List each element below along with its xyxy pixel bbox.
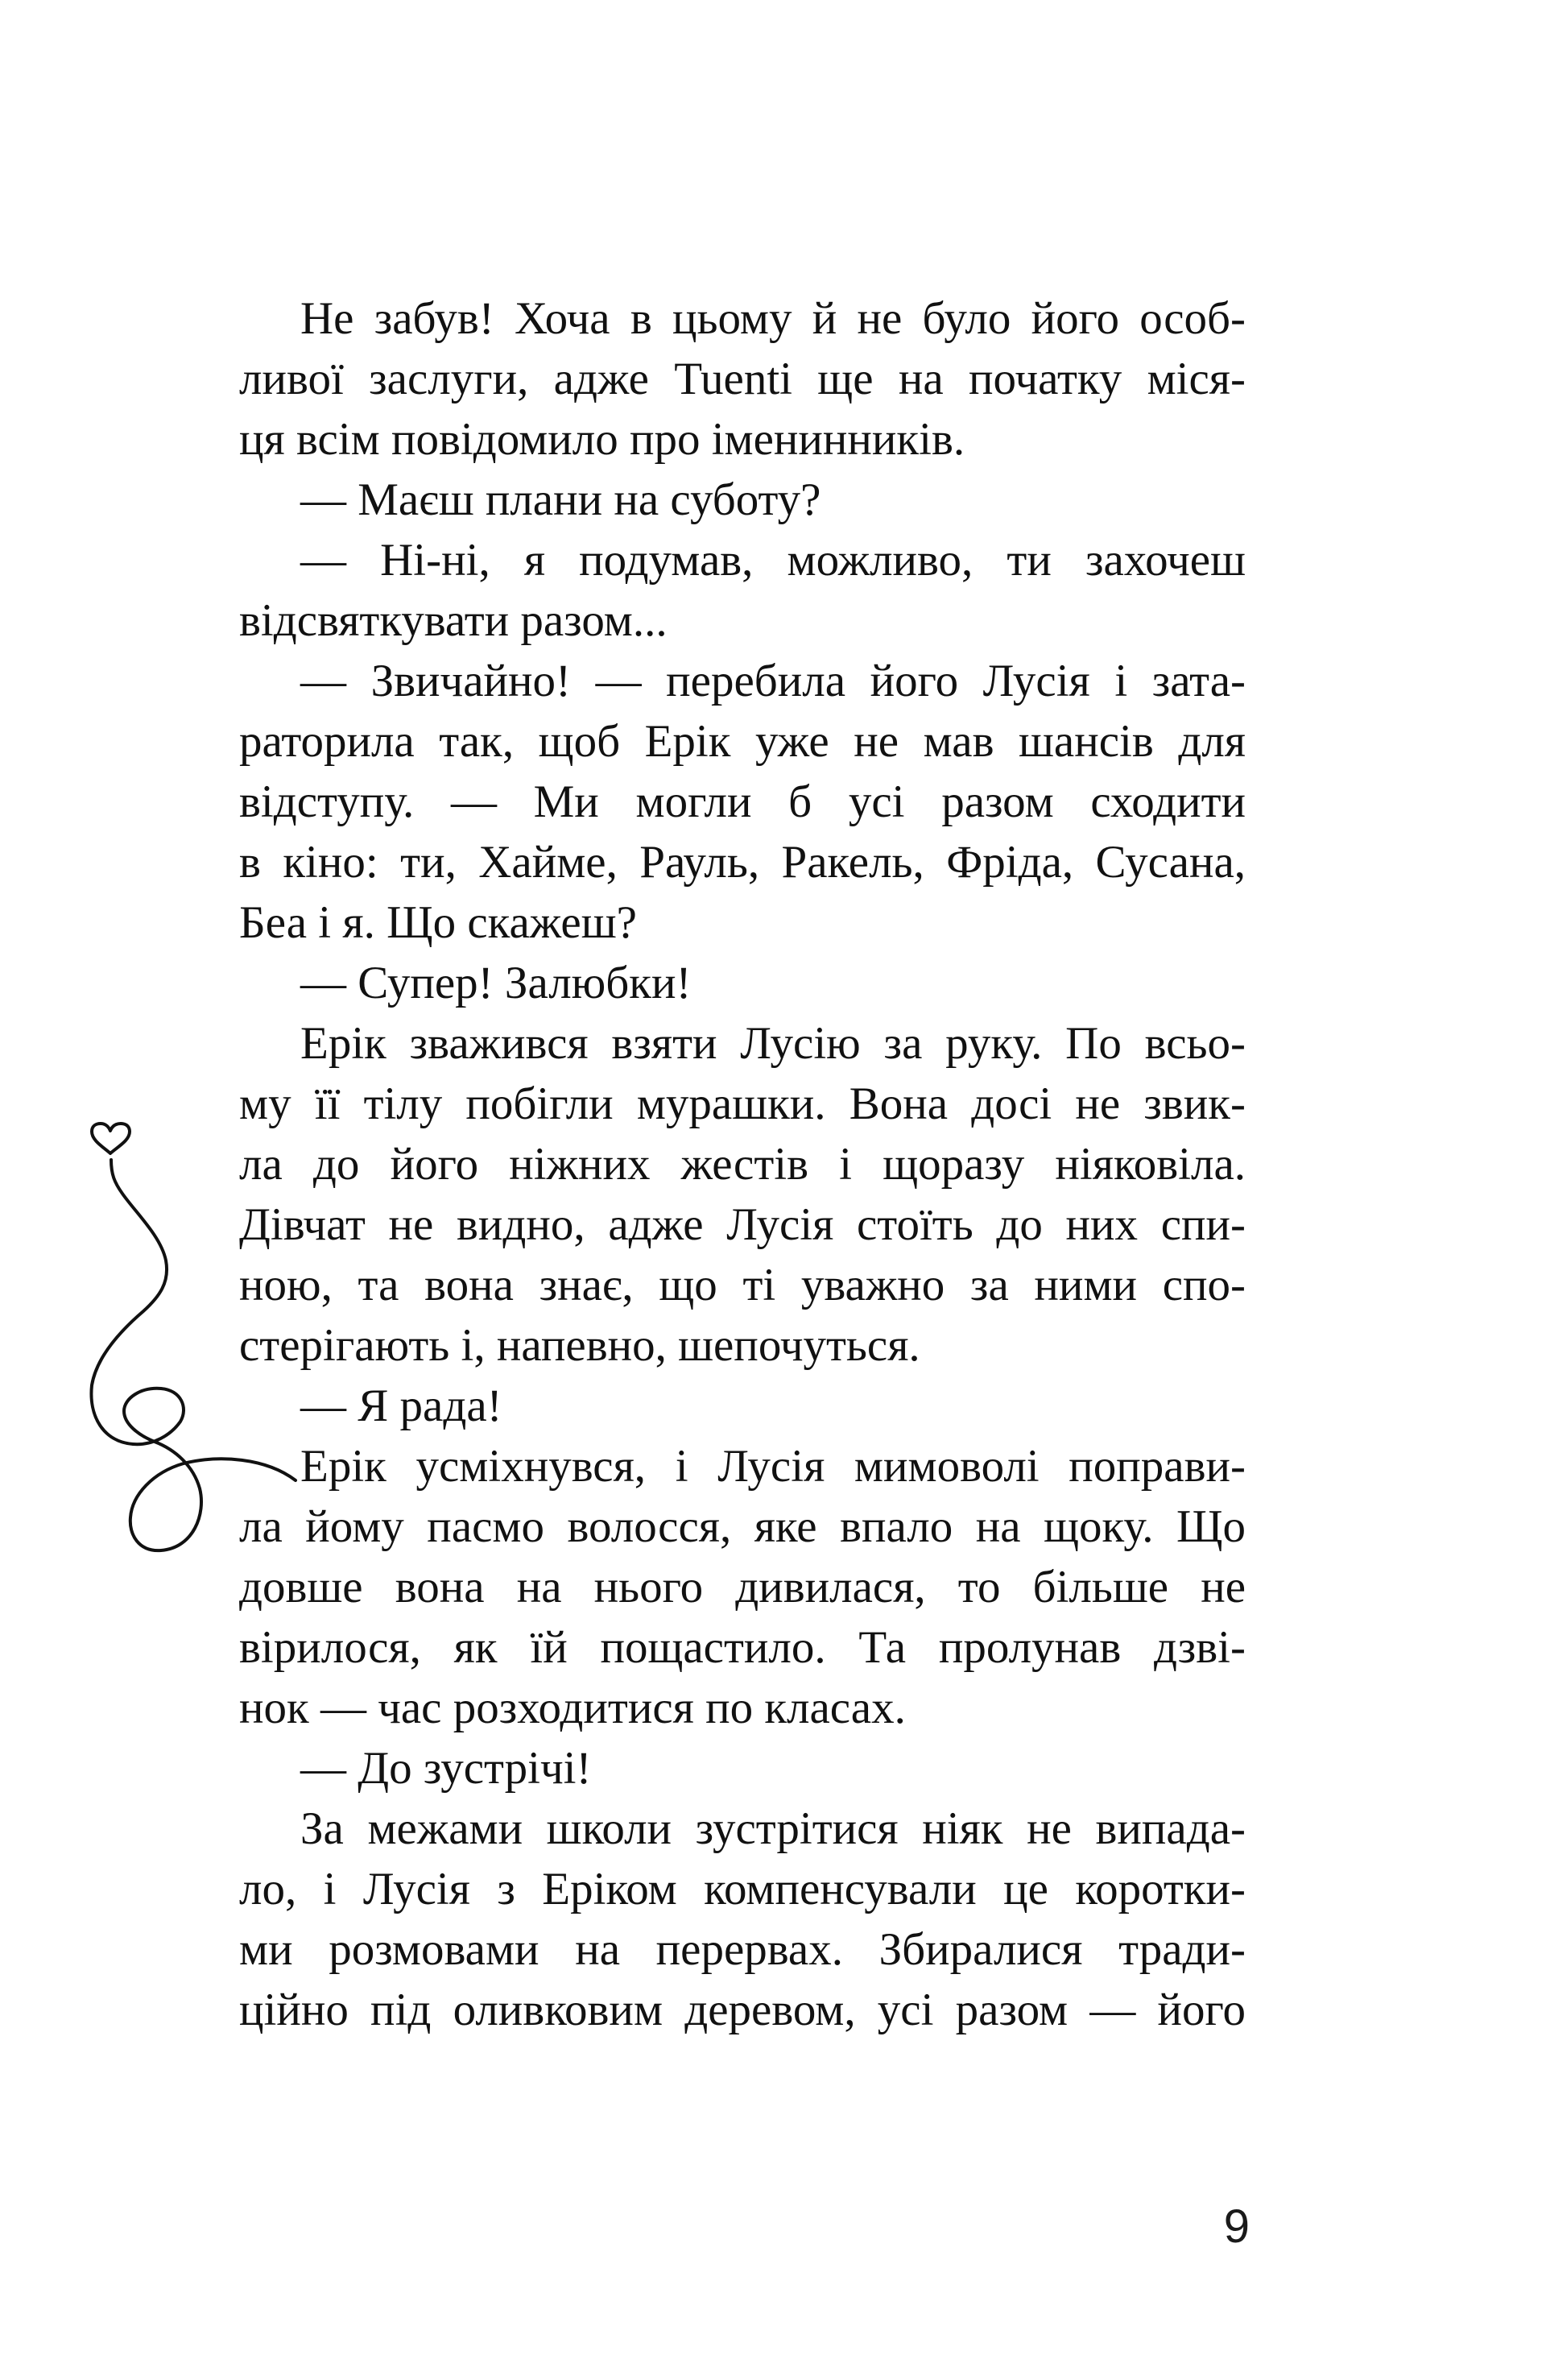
text-line: Дівчат не видно, адже Лусія стоїть до них спи- [239,1199,1246,1250]
text-line: Не забув! Хоча в цьому й не було його особ- [300,293,1246,344]
text-line: ми розмовами на перервах. Збиралися тради- [239,1924,1246,1975]
text-line: Ерік зважився взяти Лусію за руку. По всьо- [300,1018,1246,1069]
text-line: ця всім повідомило про іменинників. [239,414,965,465]
text-line: ло, і Лусія з Еріком компенсували це коротки- [239,1864,1246,1914]
text-line: Ерік усміхнувся, і Лусія мимоволі поправи- [300,1441,1246,1492]
text-line: — Я рада! [300,1380,502,1431]
body-text [239,288,1246,2040]
page-number: 9 [1223,2200,1250,2253]
text-line: довше вона на нього дивилася, то більше не [239,1562,1246,1612]
text-line: му її тілу побігли мурашки. Вона досі не звик- [239,1078,1246,1129]
text-line: — Ні-ні, я подумав, можливо, ти захочеш [300,535,1246,586]
text-line: — Маєш плани на суботу? [300,474,821,525]
text-line: За межами школи зустрітися ніяк не випада- [300,1803,1246,1854]
text-line: ла до його ніжних жестів і щоразу ніяковіла. [239,1139,1246,1190]
text-line: вірилося, як їй пощастило. Та пролунав дзві- [239,1622,1246,1673]
text-line: — Супер! Залюбки! [300,958,692,1008]
text-line: відсвяткувати разом... [239,595,668,646]
text-line: відступу. — Ми могли б усі разом сходити [239,776,1246,827]
text-line: раторила так, щоб Ерік уже не мав шансів для [239,716,1246,767]
text-line: ла йому пасмо волосся, яке впало на щоку. Що [239,1501,1246,1552]
text-line: в кіно: ти, Хайме, Рауль, Ракель, Фріда, Сусана, [239,837,1246,888]
text-line: Беа і я. Що скажеш? [239,897,637,948]
text-line: стерігають і, напевно, шепочуться. [239,1320,920,1371]
text-line: ційно під оливковим деревом, усі разом — його [239,1985,1246,2035]
heart-icon [92,1124,130,1153]
text-line: — До зустрічі! [300,1743,592,1794]
text-line: ною, та вона знає, що ті уважно за ними спо- [239,1260,1246,1310]
text-line: нок — час розходитися по класах. [239,1683,906,1733]
text-line: — Звичайно! — перебила його Лусія і зата- [300,656,1246,706]
text-line: ливої заслуги, адже Tuenti ще на початку міся- [239,354,1246,404]
